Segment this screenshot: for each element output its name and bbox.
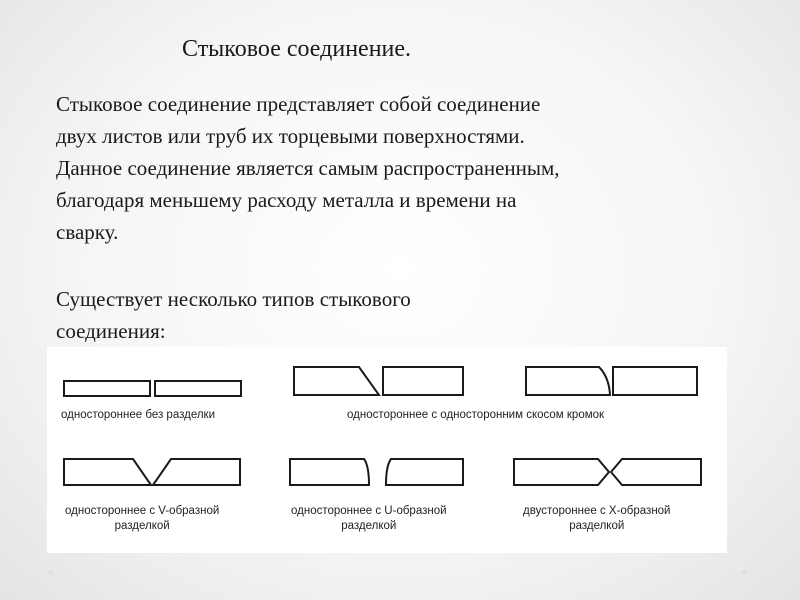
joint-u-groove-diagram	[290, 459, 463, 485]
previous-slide-icon[interactable]: ◦	[47, 566, 55, 580]
plate-right-u	[386, 459, 463, 485]
caption-line: двустороннее с X-образной	[523, 505, 671, 517]
paragraph-line: Существует несколько типов стыкового	[56, 287, 411, 311]
plate-left-beveled	[294, 367, 379, 395]
paragraph-line: Данное соединение является самым распространенным,	[56, 156, 560, 180]
types-intro-paragraph	[56, 283, 411, 347]
caption-line: одностороннее с V-образной	[65, 505, 220, 517]
joint-single-bevel-diagram	[294, 367, 463, 395]
plate-left-curved	[526, 367, 610, 395]
caption-line: одностороннее с U-образной	[291, 505, 447, 517]
paragraph-line: соединения:	[56, 319, 166, 343]
caption-v-groove	[65, 504, 219, 534]
joint-v-groove-diagram	[64, 459, 240, 485]
paragraph-line: двух листов или труб их торцевыми поверхностями.	[56, 124, 525, 148]
paragraph-line: благодаря меньшему расходу металла и времени на	[56, 188, 517, 212]
plate-right	[613, 367, 697, 395]
paragraph-line: сварку.	[56, 220, 119, 244]
joint-x-groove-diagram	[514, 459, 701, 485]
butt-joint-types-figure	[47, 347, 727, 553]
joint-no-groove-diagram	[64, 381, 241, 396]
caption-single-bevel: одностороннее с односторонним скосом кромок	[347, 409, 605, 421]
paragraph-line: Стыковое соединение представляет собой соединение	[56, 92, 541, 116]
plate-right	[155, 381, 241, 396]
plate-left-v	[64, 459, 151, 485]
caption-line: разделкой	[341, 520, 397, 532]
joint-single-curved-bevel-diagram	[526, 367, 697, 395]
caption-u-groove	[291, 504, 447, 534]
plate-left-x	[514, 459, 609, 485]
plate-right-v	[153, 459, 240, 485]
plate-left	[64, 381, 150, 396]
next-slide-icon[interactable]: ◦	[740, 566, 748, 580]
plate-left-u	[290, 459, 369, 485]
caption-x-groove	[523, 504, 670, 534]
description-paragraph	[56, 88, 560, 248]
plate-right-x	[611, 459, 701, 485]
slide-title: Стыковое соединение.	[182, 36, 412, 62]
caption-no-groove: одностороннее без разделки	[61, 409, 216, 421]
caption-line: разделкой	[114, 520, 170, 532]
caption-line: разделкой	[569, 520, 625, 532]
plate-right	[383, 367, 463, 395]
